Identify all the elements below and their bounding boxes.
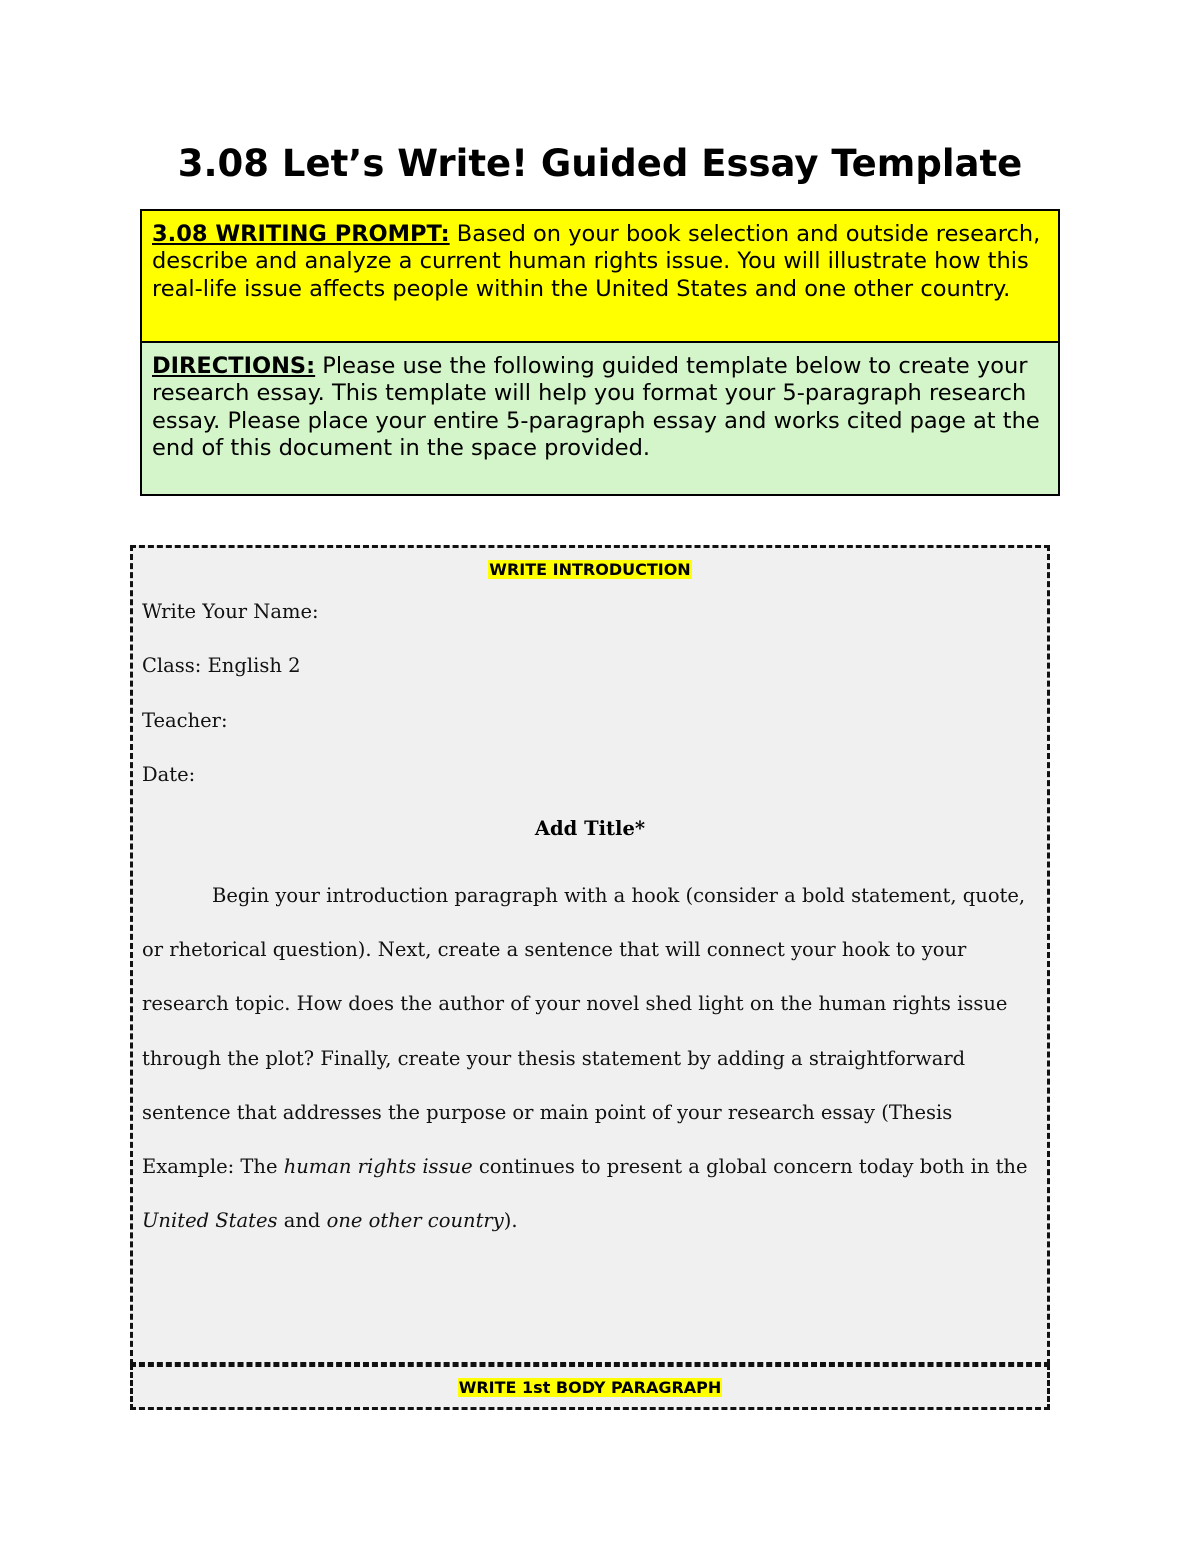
intro-text-em2: United States (142, 1209, 278, 1233)
intro-text-em1: human rights issue (283, 1155, 473, 1179)
teacher-line[interactable]: Teacher: (142, 709, 228, 732)
introduction-section[interactable] (130, 545, 1050, 1365)
name-line[interactable]: Write Your Name: (142, 600, 319, 623)
writing-prompt-cell (142, 211, 1058, 343)
introduction-heading-text: WRITE INTRODUCTION (489, 560, 691, 579)
introduction-paragraph[interactable] (142, 869, 1038, 1248)
writing-prompt-label: 3.08 WRITING PROMPT: (152, 221, 450, 247)
intro-text-part3: and (277, 1209, 327, 1233)
intro-text-part1: Begin your introduction paragraph with a hook (consider a bold statement, quote, or rhetorical question). Next, create a sentence that will connect your hook to your research topic. How does the author of your novel shed light on the human rights issue through the plot? Finally, create your thesis statement by adding a straightforward sentence that addresses the purpose or main point of your research essay (Thesis Example: The (142, 884, 1026, 1179)
introduction-heading (133, 558, 1047, 582)
prompt-directions-table (140, 209, 1060, 496)
intro-text-part4: ). (503, 1209, 518, 1233)
intro-text-part2: continues to present a global concern today both in the (472, 1155, 1028, 1179)
directions-text: Please use the following guided template below to create your research essay. This template will help you format your 5-paragraph research essay. Please place your entire 5-paragraph essay and works cited page at the end of this document in the space provided. (152, 353, 1040, 462)
page-title: 3.08 Let’s Write! Guided Essay Template (177, 142, 1023, 185)
directions-cell (142, 343, 1058, 494)
intro-text-em3: one other country (326, 1209, 504, 1233)
essay-title-placeholder[interactable]: Add Title* (534, 817, 646, 840)
writing-prompt-text: Based on your book selection and outside research, describe and analyze a current human rights issue. You will illustrate how this real-life issue affects people within the United States and one other country. (152, 221, 1041, 302)
body-paragraph-1-heading-text: WRITE 1st BODY PARAGRAPH (458, 1378, 722, 1397)
body-paragraph-1-section[interactable] (130, 1364, 1050, 1410)
date-line[interactable]: Date: (142, 763, 196, 786)
body-paragraph-1-heading (133, 1376, 1047, 1400)
class-line[interactable]: Class: English 2 (142, 654, 301, 677)
directions-label: DIRECTIONS: (152, 353, 316, 379)
